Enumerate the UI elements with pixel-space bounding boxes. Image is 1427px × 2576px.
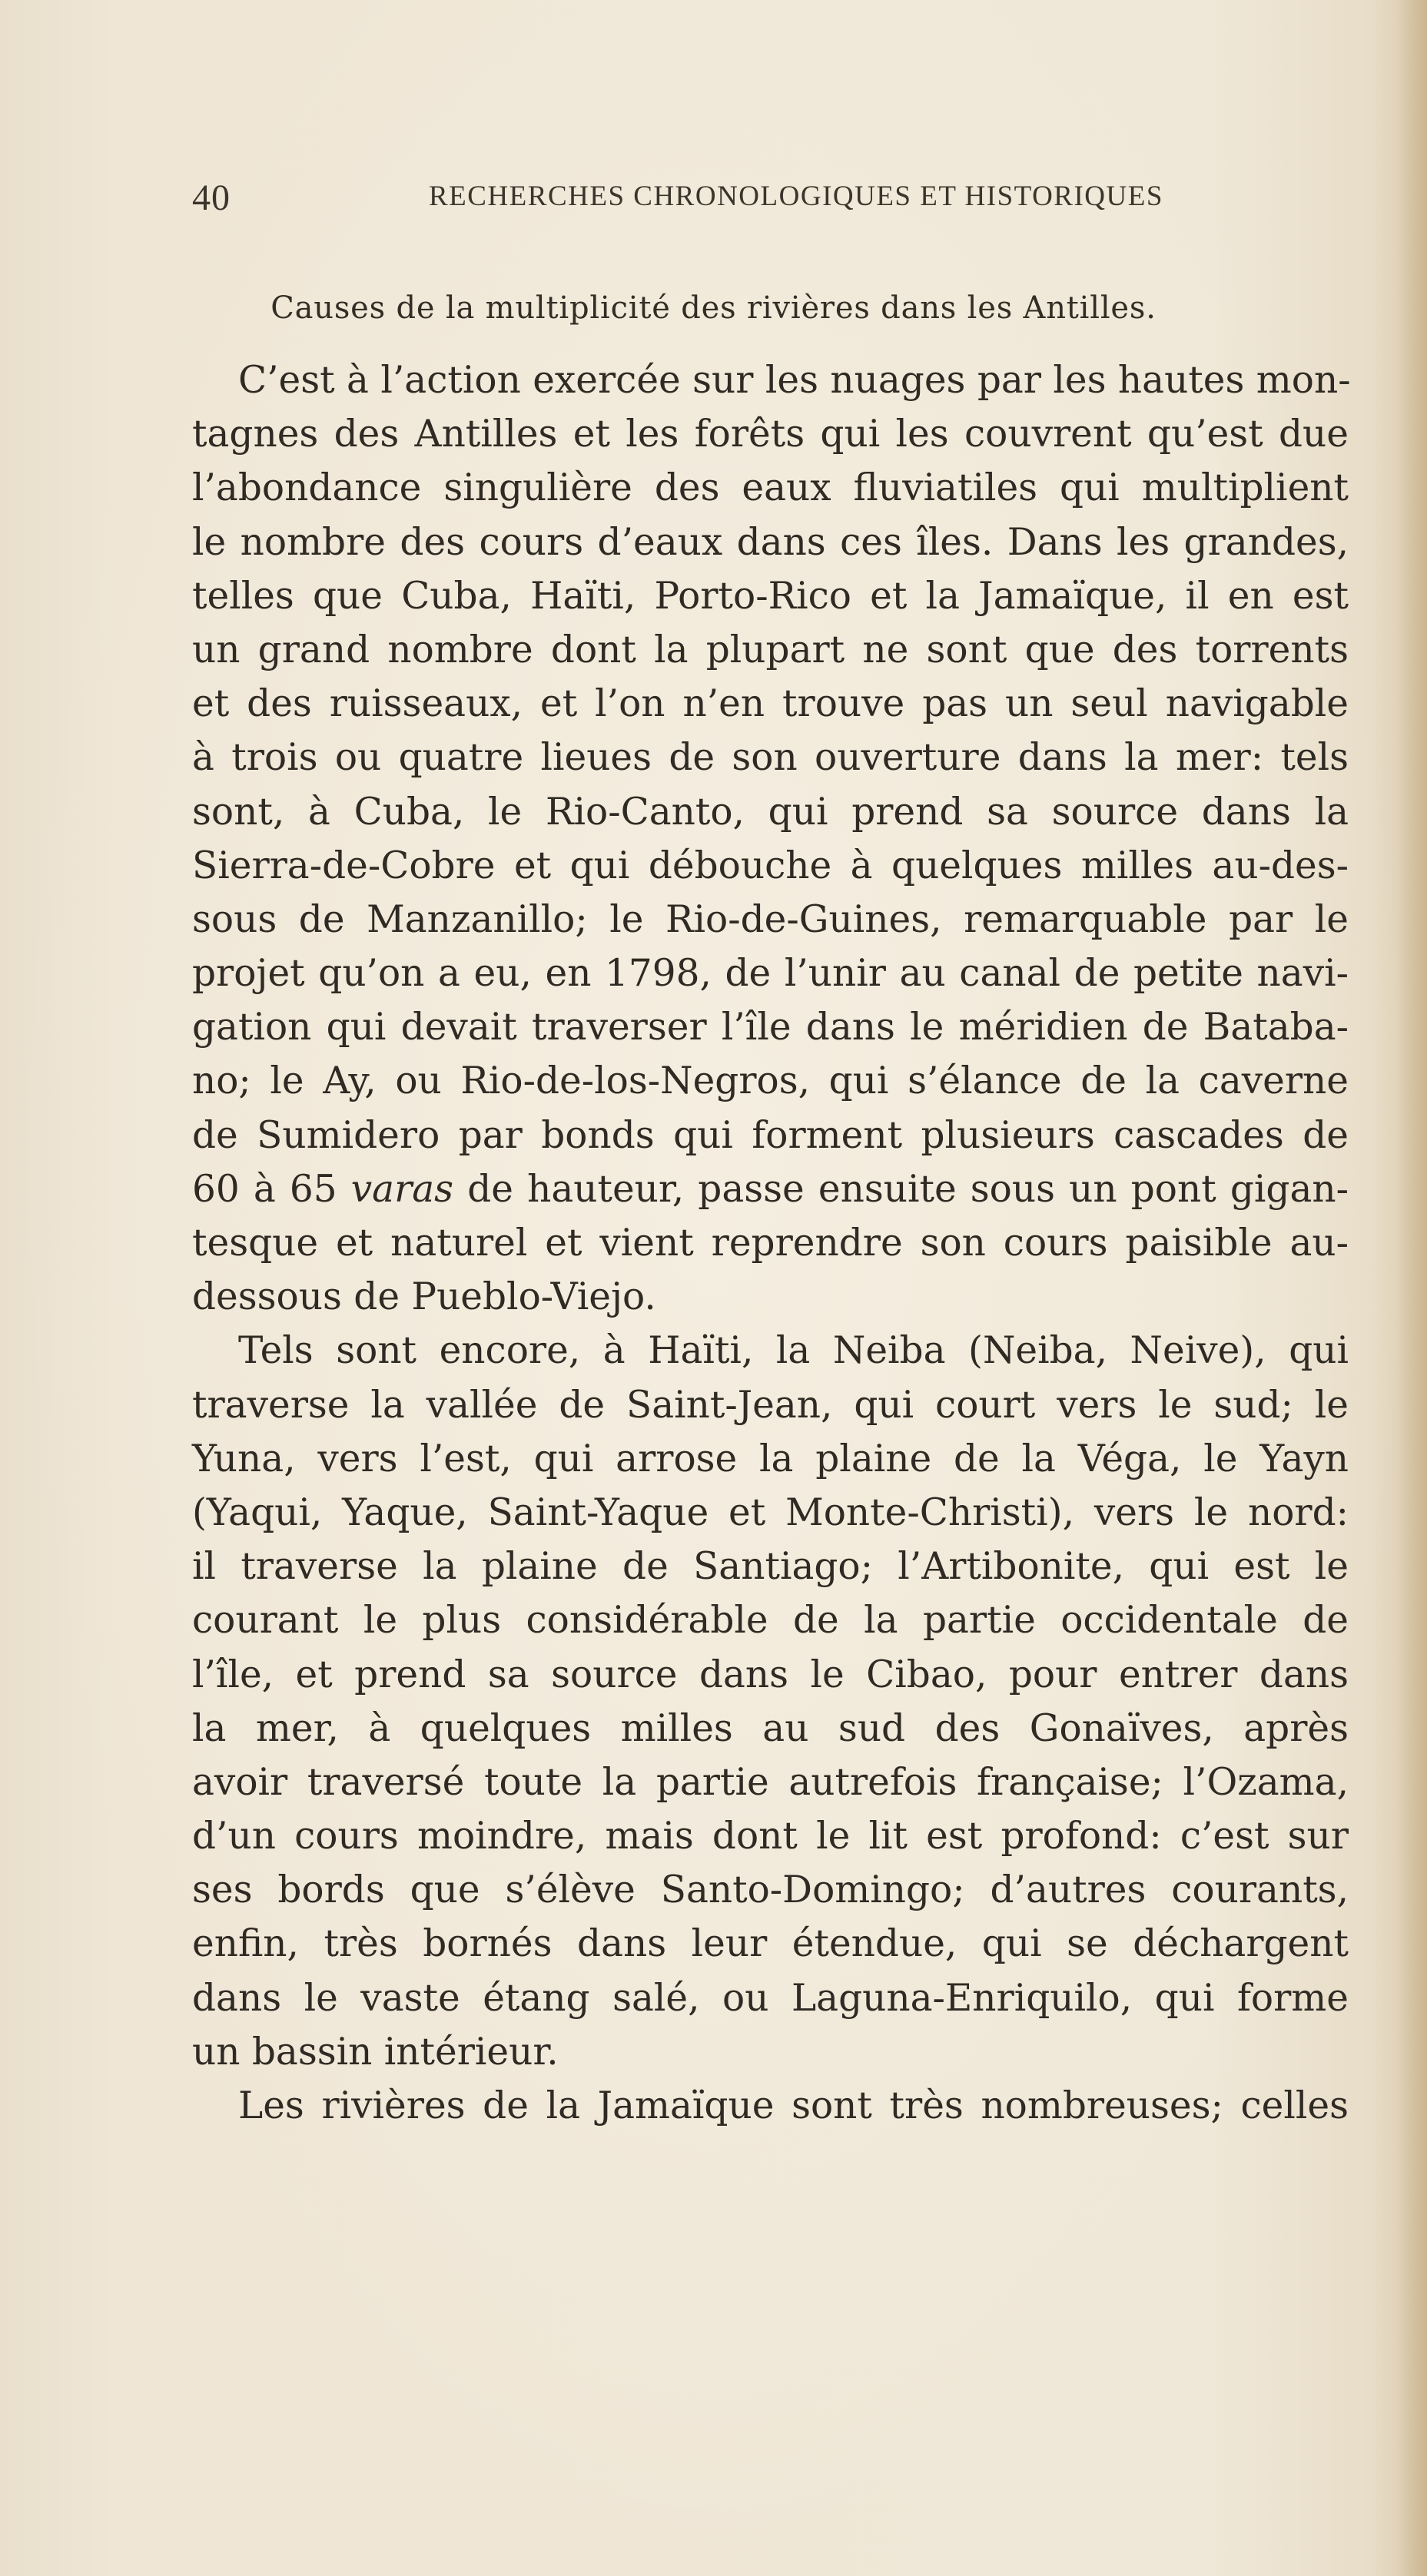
text-line: un bassin intérieur. xyxy=(192,2030,559,2074)
text-line-varas xyxy=(192,1162,1349,1216)
section-heading: Causes de la multiplicité des rivières dans les Antilles. xyxy=(270,290,1157,326)
text-line: no; le Ay, ou Rio-de-los-Negros, qui s’élance de la caverne xyxy=(192,1059,1349,1103)
text-line: courant le plus considérable de la partie occidentale de xyxy=(192,1599,1349,1643)
text-line: un grand nombre dont la plupart ne sont que des torrents xyxy=(192,628,1349,671)
text-line: (Yaqui, Yaque, Saint-Yaque et Monte-Christi), vers le nord: xyxy=(192,1490,1349,1534)
varas-suffix: de hauteur, passe ensuite sous un pont gigan- xyxy=(453,1167,1349,1211)
body-text xyxy=(192,353,1349,2133)
text-line: dans le vaste étang salé, ou Laguna-Enriquilo, qui forme xyxy=(192,1976,1349,2020)
text-line: ses bords que s’élève Santo-Domingo; d’autres courants, xyxy=(192,1868,1349,1912)
text-line: il traverse la plaine de Santiago; l’Artibonite, qui est le xyxy=(192,1545,1349,1589)
text-line: Sierra-de-Cobre et qui débouche à quelques milles au-des- xyxy=(192,844,1349,887)
text-line: Les rivières de la Jamaïque sont très nombreuses; celles xyxy=(238,2084,1349,2127)
text-line: sont, à Cuba, le Rio-Canto, qui prend sa source dans la xyxy=(192,790,1349,834)
text-line: l’abondance singulière des eaux fluviatiles qui multiplient xyxy=(192,466,1349,510)
text-line: tesque et naturel et vient reprendre son cours paisible au- xyxy=(192,1222,1349,1265)
text-line: sous de Manzanillo; le Rio-de-Guines, remarquable par le xyxy=(192,897,1349,941)
text-line: telles que Cuba, Haïti, Porto-Rico et la Jamaïque, il en est xyxy=(192,574,1349,618)
text-line: tagnes des Antilles et les forêts qui les couvrent qu’est due xyxy=(192,413,1349,456)
text-line: à trois ou quatre lieues de son ouverture dans la mer: tels xyxy=(192,736,1349,780)
text-line: le nombre des cours d’eaux dans ces îles. Dans les grandes, xyxy=(192,520,1349,564)
text-line: et des ruisseaux, et l’on n’en trouve pas un seul navigable xyxy=(192,682,1349,726)
text-line: de Sumidero par bonds qui forment plusieurs cascades de xyxy=(192,1113,1349,1157)
text-line: C’est à l’action exercée sur les nuages par les hautes mon- xyxy=(238,359,1351,402)
running-head xyxy=(192,171,1206,224)
text-line: gation qui devait traverser l’île dans le méridien de Bataba- xyxy=(192,1006,1349,1049)
page-edge-shadow xyxy=(1396,0,1427,2576)
varas-word: varas xyxy=(350,1167,454,1211)
text-line: enfin, très bornés dans leur étendue, qui se déchargent xyxy=(192,1922,1349,1966)
text-line: dessous de Pueblo-Viejo. xyxy=(192,1275,656,1319)
text-line: traverse la vallée de Saint-Jean, qui court vers le sud; le xyxy=(192,1383,1349,1427)
text-line: projet qu’on a eu, en 1798, de l’unir au canal de petite navi- xyxy=(192,952,1349,996)
text-line: la mer, à quelques milles au sud des Gonaïves, après xyxy=(192,1706,1349,1750)
text-line: d’un cours moindre, mais dont le lit est profond: c’est sur xyxy=(192,1815,1349,1858)
page-number: 40 xyxy=(192,177,231,218)
running-title: RECHERCHES CHRONOLOGIQUES ET HISTORIQUES xyxy=(429,181,1163,212)
text-line: Yuna, vers l’est, qui arrose la plaine de la Véga, le Yayn xyxy=(192,1437,1349,1480)
varas-prefix: 60 à 65 xyxy=(192,1167,351,1211)
text-line: avoir traversé toute la partie autrefois française; l’Ozama, xyxy=(192,1760,1349,1804)
text-line: Tels sont encore, à Haïti, la Neiba (Neiba, Neive), qui xyxy=(238,1329,1349,1373)
text-line: l’île, et prend sa source dans le Cibao, pour entrer dans xyxy=(192,1653,1349,1696)
